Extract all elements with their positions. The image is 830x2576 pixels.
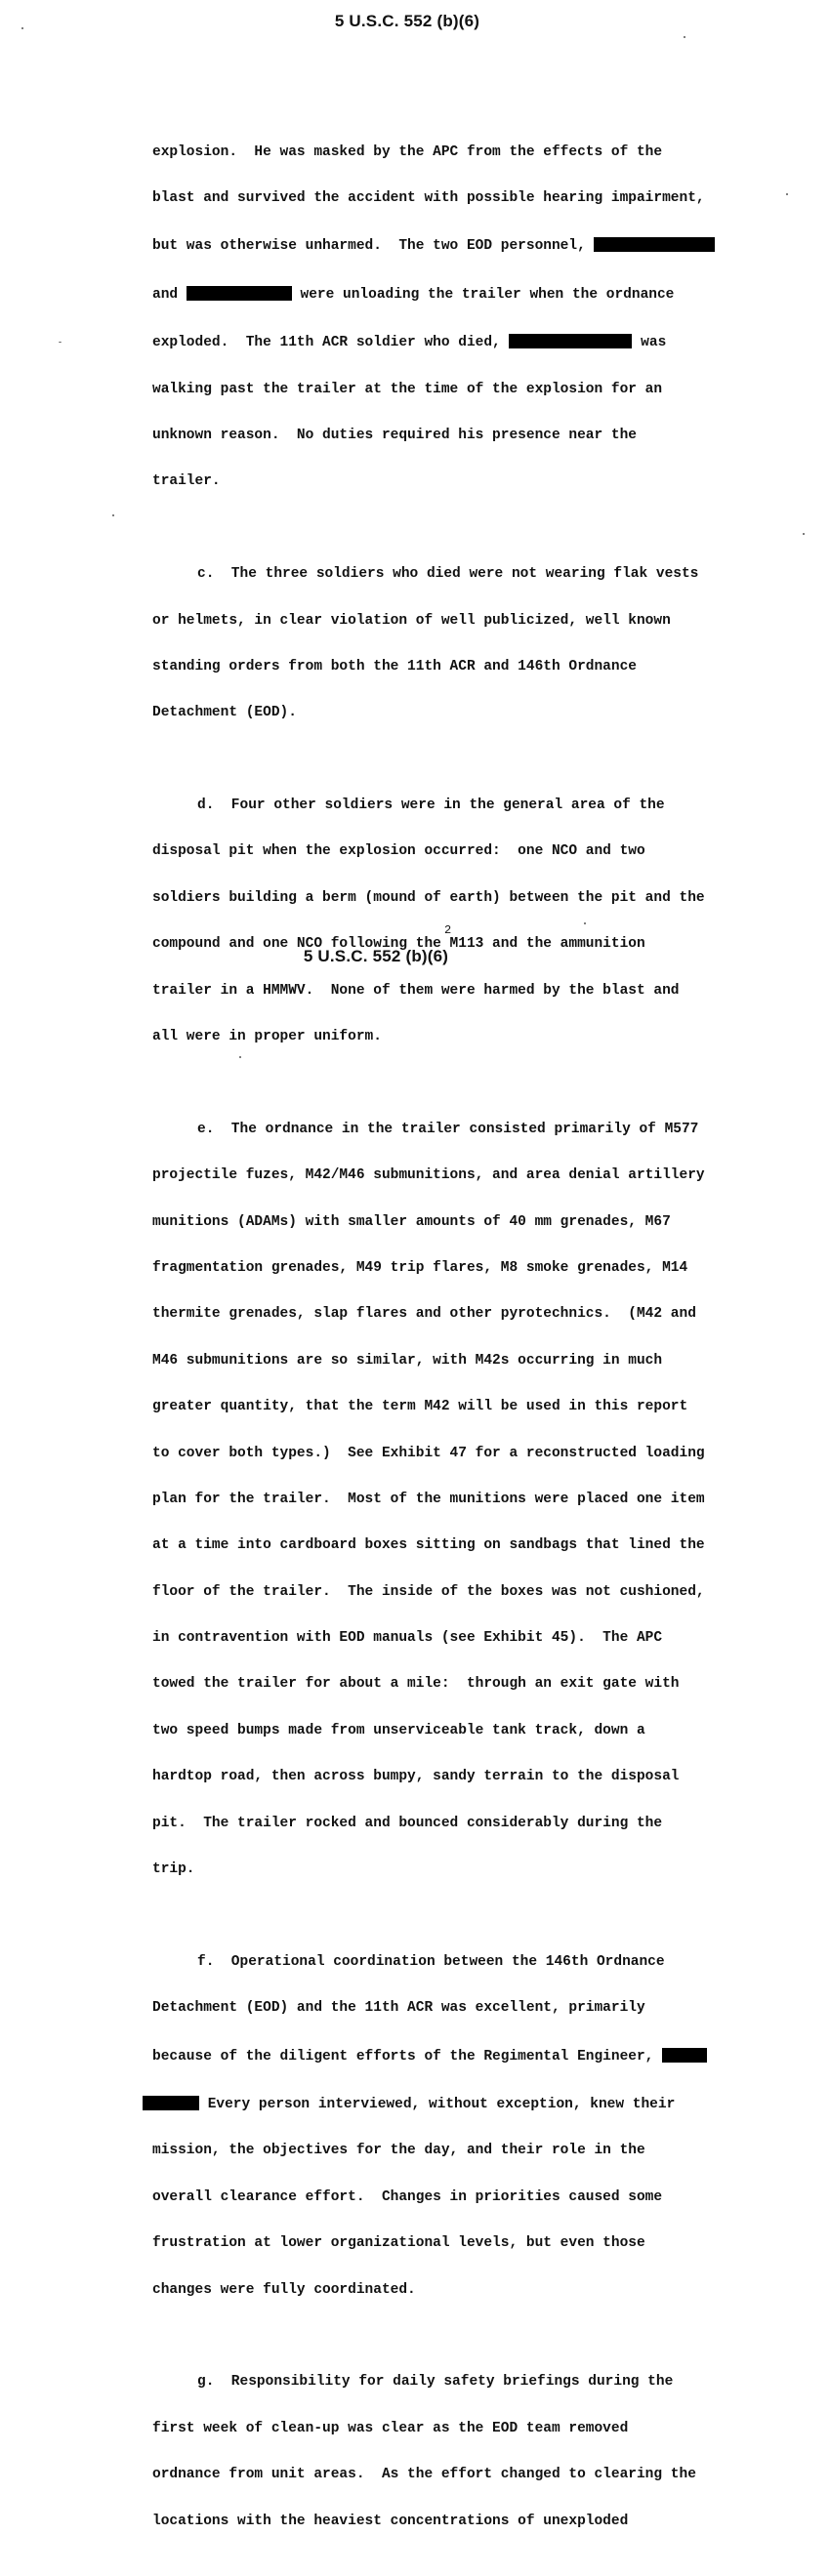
text-line: Detachment (EOD).: [152, 705, 297, 721]
document-body: [152, 114, 777, 2576]
text-line: plan for the trailer. Most of the munitions were placed one item: [152, 1491, 705, 1507]
text-line: trailer.: [152, 473, 221, 490]
text-line: at a time into cardboard boxes sitting on sandbags that lined the: [152, 1537, 705, 1554]
text-line: or helmets, in clear violation of well publicized, well known: [152, 612, 671, 629]
text-line: standing orders from both the 11th ACR and 146th Ordnance: [152, 658, 637, 675]
text-line: trailer in a HMMWV. None of them were harmed by the blast and: [152, 982, 680, 999]
paragraph-c: [152, 537, 777, 753]
paragraph-d: [152, 767, 777, 1076]
scan-speck: [239, 1056, 241, 1058]
text-line: d. Four other soldiers were in the general area of the: [197, 797, 665, 814]
scan-speck: [684, 36, 685, 38]
paragraph-b: [152, 114, 777, 521]
text-line: disposal pit when the explosion occurred: one NCO and two: [152, 843, 645, 860]
scan-speck: [584, 922, 586, 924]
paragraph-g: [152, 2345, 777, 2560]
text-line: munitions (ADAMs) with smaller amounts of 40 mm grenades, M67: [152, 1213, 671, 1230]
footer-citation: 5 U.S.C. 552 (b)(6): [303, 947, 449, 965]
text-line: locations with the heaviest concentrations of unexploded: [152, 2513, 629, 2529]
text-line: two speed bumps made from unserviceable tank track, down a: [152, 1722, 645, 1738]
text-line: frustration at lower organizational levels, but even those: [152, 2235, 645, 2252]
text-line: hardtop road, then across bumpy, sandy terrain to the disposal: [152, 1769, 680, 1785]
text-line: overall clearance effort. Changes in priorities caused some: [152, 2188, 663, 2205]
redaction-block: [594, 237, 715, 252]
text-line: fragmentation grenades, M49 trip flares, M8 smoke grenades, M14: [152, 1259, 688, 1276]
text-line: first week of clean-up was clear as the EOD team removed: [152, 2420, 629, 2436]
text-line: soldiers building a berm (mound of earth) between the pit and the: [152, 889, 705, 906]
text-line: because of the diligent efforts of the Regimental Engineer,: [152, 2048, 777, 2065]
redaction-block: [187, 286, 292, 301]
text-line: Detachment (EOD) and the 11th ACR was excellent, primarily: [152, 2000, 645, 2017]
text-line: c. The three soldiers who died were not wearing flak vests: [197, 566, 699, 583]
text-line: towed the trailer for about a mile: through an exit gate with: [152, 1676, 680, 1693]
text-line: trip.: [152, 1861, 195, 1878]
text-line: M46 submunitions are so similar, with M42s occurring in much: [152, 1352, 663, 1369]
text-line: projectile fuzes, M42/M46 submunitions, and area denial artillery: [152, 1167, 705, 1184]
header-citation: 5 U.S.C. 552 (b)(6): [334, 12, 480, 30]
scan-speck: [803, 533, 805, 535]
text-line: thermite grenades, slap flares and other pyrotechnics. (M42 and: [152, 1306, 696, 1323]
text-line: g. Responsibility for daily safety briefings during the: [197, 2374, 674, 2391]
text-line: ordnance from unit areas. As the effort changed to clearing the: [152, 2467, 696, 2483]
scan-speck: [59, 342, 62, 343]
redaction-block: [662, 2048, 707, 2063]
redaction-block: [509, 334, 632, 348]
text-line: unknown reason. No duties required his presence near the: [152, 427, 637, 443]
text-line: in contravention with EOD manuals (see Exhibit 45). The APC: [152, 1630, 663, 1647]
text-line: blast and survived the accident with possible hearing impairment,: [152, 189, 705, 206]
text-line: but was otherwise unharmed. The two EOD personnel,: [152, 237, 777, 255]
text-line: floor of the trailer. The inside of the boxes was not cushioned,: [152, 1583, 705, 1600]
text-line: changes were fully coordinated.: [152, 2281, 416, 2298]
text-line: pit. The trailer rocked and bounced considerably during the: [152, 1815, 663, 1831]
text-line: mission, the objectives for the day, and their role in the: [152, 2143, 645, 2159]
scan-speck: [786, 193, 788, 195]
text-line: compound and one NCO following the M113 and the ammunition: [152, 936, 645, 953]
text-line: to cover both types.) See Exhibit 47 for a reconstructed loading: [152, 1445, 705, 1461]
text-line: Every person interviewed, without exception, knew their: [152, 2096, 777, 2113]
text-line: f. Operational coordination between the 146th Ordnance: [197, 1953, 665, 1970]
paragraph-e: [152, 1091, 777, 1908]
text-line: all were in proper uniform.: [152, 1029, 382, 1045]
text-line: greater quantity, that the term M42 will be used in this report: [152, 1399, 688, 1415]
text-line: walking past the trailer at the time of the explosion for an: [152, 381, 663, 397]
paragraph-f: [152, 1924, 777, 2329]
text-line: exploded. The 11th ACR soldier who died, was: [152, 335, 667, 351]
scan-speck: [112, 514, 114, 516]
scan-speck: [21, 27, 23, 29]
page-number: 2: [444, 923, 452, 937]
text-line: explosion. He was masked by the APC from the effects of the: [152, 143, 663, 160]
redaction-block: [143, 2096, 199, 2110]
text-line: e. The ordnance in the trailer consisted primarily of M577: [197, 1121, 699, 1137]
text-line: and were unloading the trailer when the ordnance: [152, 286, 675, 303]
